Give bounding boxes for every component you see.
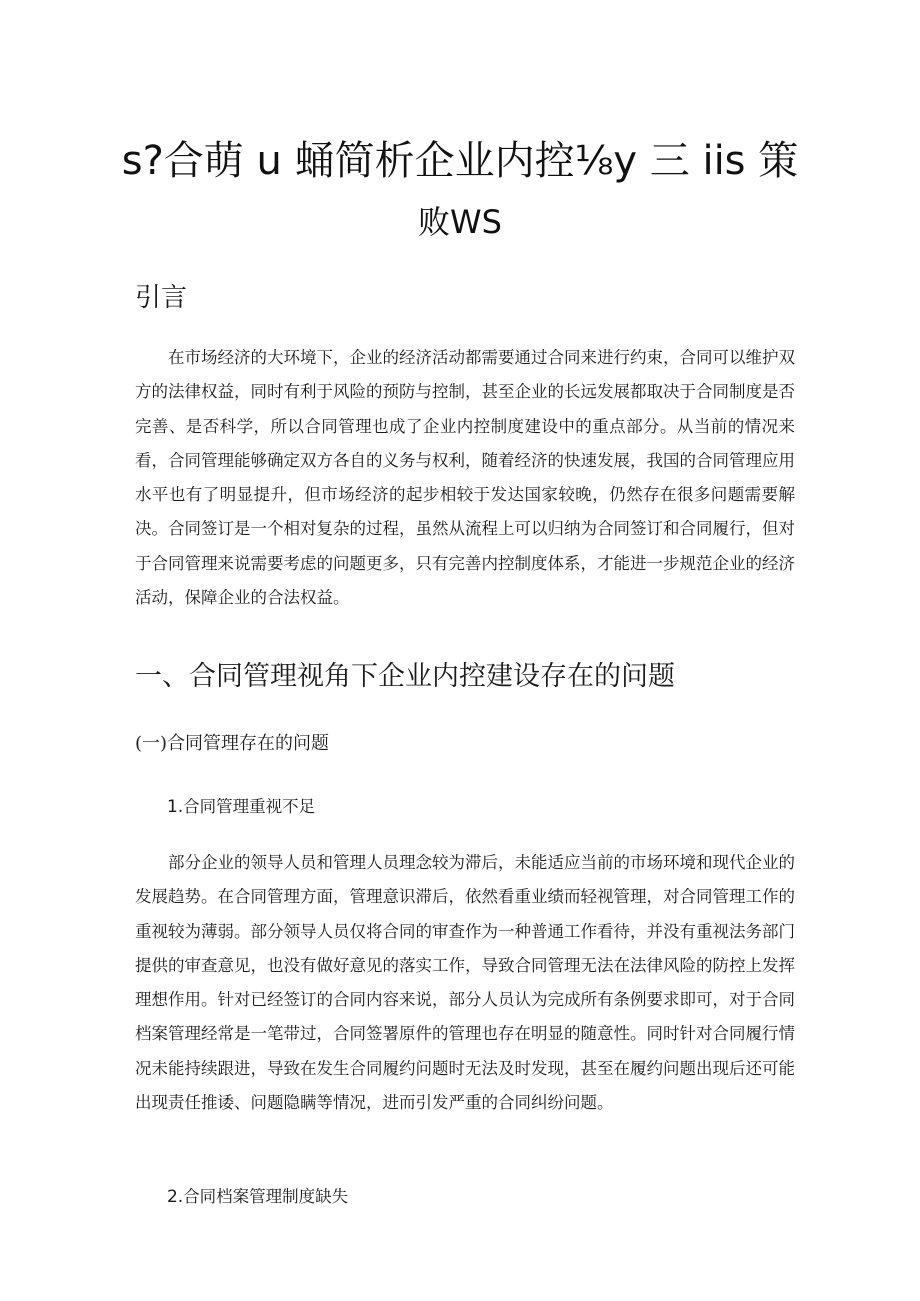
item2-heading — [167, 1184, 348, 1210]
item2-title: .合同档案管理制度缺失 — [177, 1187, 349, 1206]
item1-number: 1 — [167, 797, 178, 817]
item1-title: .合同管理重视不足 — [177, 797, 316, 816]
subsection1-heading: (一)合同管理存在的问题 — [135, 733, 330, 754]
intro-paragraph: 在市场经济的大环境下，企业的经济活动都需要通过合同来进行约束，合同可以维护双方的法律权益，同时有利于风险的预防与控制，甚至企业的长远发展都取决于合同制度是否完善、是否科学，所以合同管理也成了企业内控制度建设中的重点部分。从当前的情况来看，合同管理能够确定双方各自的义务与权利，随着经济的快速发展，我国的合同管理应用水平也有了明显提升，但市场经济的起步相较于发达国家较晚，仍然存在很多问题需要解决。合同签订是一个相对复杂的过程，虽然从流程上可以归纳为合同签订和合同履行，但对于合同管理来说需要考虑的问题更多，只有完善内控制度体系，才能进一步规范企业的经济活动，保障企业的合法权益。 — [135, 348, 795, 608]
document-title: s?合萌 u 蛹简析企业内控⅛y 三 iis 策 — [121, 138, 799, 184]
item1-heading — [167, 794, 315, 820]
intro-heading: 引言 — [135, 283, 188, 313]
section1-heading: 一、合同管理视角下企业内控建设存在的问题 — [135, 661, 675, 692]
document-title-line2: 败WS — [418, 203, 502, 241]
item2-number: 2 — [167, 1187, 178, 1207]
item1-paragraph: 部分企业的领导人员和管理人员理念较为滞后，未能适应当前的市场环境和现代企业的发展趋势。在合同管理方面，管理意识滞后，依然看重业绩而轻视管理，对合同管理工作的重视较为薄弱。部分领导人员仅将合同的审查作为一种普通工作看待，并没有重视法务部门提供的审查意见，也没有做好意见的落实工作，导致合同管理无法在法律风险的防控上发挥理想作用。针对已经签订的合同内容来说，部分人员认为完成所有条例要求即可，对于合同档案管理经常是一笔带过，合同签署原件的管理也存在明显的随意性。同时针对合同履行情况未能持续跟进，导致在发生合同履约问题时无法及时发现，甚至在履约问题出现后还可能出现责任推诿、问题隐瞒等情况，进而引发严重的合同纠纷问题。 — [135, 853, 795, 1113]
